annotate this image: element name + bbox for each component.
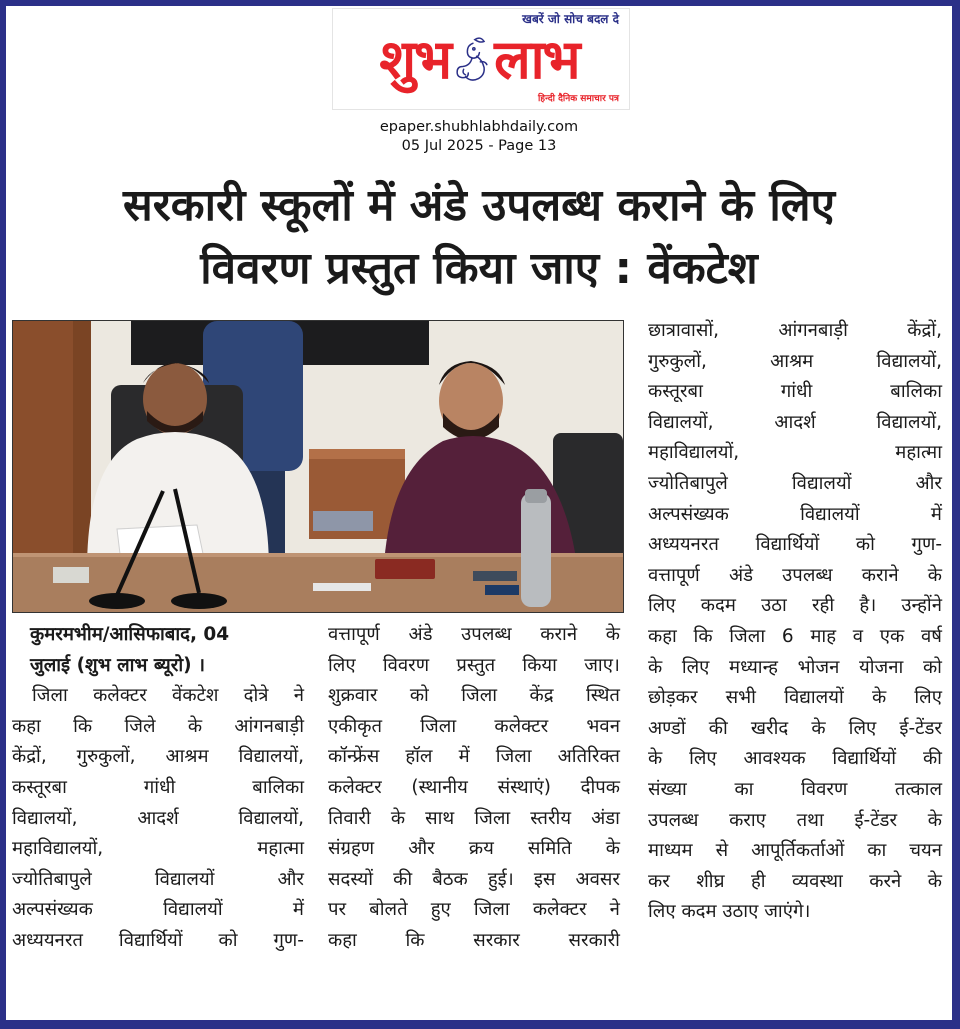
word: वेंकटेश: [172, 685, 219, 707]
word: केंद्रों,: [907, 320, 942, 341]
body-line: [648, 836, 942, 867]
body-line: [12, 834, 304, 865]
word: संख्या: [648, 778, 687, 800]
word: हुए: [430, 899, 451, 921]
word: के: [187, 715, 203, 737]
word: विद्यालयों,: [12, 807, 78, 829]
word: शीघ्र: [696, 870, 725, 892]
word: का: [867, 840, 887, 862]
body-line: [648, 347, 942, 378]
word: कलेक्टर: [532, 899, 587, 921]
body-line: [12, 926, 304, 957]
word: की: [708, 717, 728, 739]
word: कलेक्टर: [328, 776, 382, 798]
word: विद्यार्थियों: [118, 929, 183, 951]
word: विद्यालयों,: [238, 746, 304, 768]
word: स्थित: [585, 685, 620, 707]
body-line: [648, 744, 942, 775]
word: की: [393, 868, 413, 890]
article-column-middle: [328, 620, 620, 957]
word: चयन: [909, 840, 942, 862]
body-line: [12, 804, 304, 835]
word: सरकार: [473, 929, 520, 951]
body-line: [648, 438, 942, 469]
word: अल्पसंख्यक: [12, 899, 93, 921]
date-page-label: 05 Jul 2025 - Page 13: [401, 138, 557, 154]
masthead-logo: [332, 8, 630, 110]
body-line: [328, 865, 620, 896]
body-line: [648, 714, 942, 745]
word: ने: [293, 685, 304, 707]
brand-word-right: लाभ: [494, 28, 579, 91]
word: लिए: [328, 654, 356, 676]
word: वत्तापूर्ण: [328, 624, 380, 645]
word: कराने: [861, 564, 899, 586]
word: विद्यालयों: [163, 899, 223, 921]
article-photo: [12, 320, 624, 613]
photo-bottle: [521, 493, 551, 607]
word: कहा: [12, 715, 41, 737]
word: विद्यार्थियों: [755, 534, 820, 556]
word: लिए: [648, 595, 676, 617]
word: विद्यालयों: [784, 687, 844, 709]
word: कि: [693, 625, 713, 647]
word: कस्तूरबा: [648, 381, 703, 403]
word: हुई।: [487, 868, 514, 890]
word: सभी: [725, 687, 756, 709]
word: एक: [879, 625, 905, 647]
word: लिए: [848, 717, 877, 739]
word: जिला: [420, 715, 457, 737]
word: समिति: [527, 838, 572, 860]
word: अंडे: [408, 624, 433, 645]
article-dateline: [12, 620, 304, 681]
word: के: [648, 748, 663, 770]
word: ज्योतिबापुले: [12, 868, 92, 890]
word: आश्रम: [770, 350, 814, 372]
word: अध्ययनरत: [648, 534, 719, 556]
word: जिले: [124, 715, 156, 737]
word: गांधी: [780, 381, 813, 403]
word: अंडा: [591, 807, 620, 829]
word: को: [218, 929, 238, 951]
word: केंद्र: [529, 685, 554, 707]
brand-word-left: शुभ: [379, 28, 451, 91]
source-info: [6, 118, 952, 156]
word: रही: [811, 595, 835, 617]
word: के: [605, 838, 620, 860]
word: कहा: [328, 929, 357, 951]
word: भवन: [586, 715, 620, 737]
word: ई-टेंडर: [854, 809, 898, 831]
body-line: [328, 651, 620, 682]
word: के: [605, 624, 620, 645]
word: कराए: [729, 809, 766, 831]
word: वत्तापूर्ण: [648, 564, 700, 586]
body-line: [328, 681, 620, 712]
word: जिला: [729, 625, 766, 647]
body-line: [648, 561, 942, 592]
word: केंद्रों,: [12, 746, 47, 768]
word: विद्यालयों,: [876, 350, 942, 372]
word: जिला: [474, 807, 511, 829]
word: कलेक्टर: [494, 715, 549, 737]
word: साथ: [425, 807, 455, 829]
word: प्रस्तुत: [456, 654, 496, 676]
body-line: [12, 865, 304, 896]
body-line: [648, 683, 942, 714]
word: आंगनबाड़ी: [234, 715, 304, 737]
word: से: [715, 840, 729, 862]
epaper-url: epaper.shubhlabhdaily.com: [379, 119, 579, 135]
word: किया: [522, 654, 557, 676]
word: तत्काल: [894, 778, 942, 800]
word: तिवारी: [328, 807, 371, 829]
word: योजना: [859, 656, 904, 678]
article-column-right: [648, 316, 942, 928]
word: विद्यालयों,: [648, 411, 714, 433]
body-line: [648, 653, 942, 684]
word: व्यवस्था: [792, 870, 843, 892]
body-line: [648, 500, 942, 531]
word: क्रय: [468, 838, 494, 860]
word: 6: [781, 625, 794, 647]
word: जिला: [473, 899, 510, 921]
word: आपूर्तिकर्ताओं: [751, 840, 845, 862]
body-line: [328, 712, 620, 743]
word: के: [927, 564, 942, 586]
word: अंडे: [728, 564, 753, 586]
word: के: [390, 807, 406, 829]
word: ही: [750, 870, 766, 892]
body-line: [328, 895, 620, 926]
word: व: [852, 625, 864, 647]
word: संग्रहण: [328, 838, 375, 860]
word: को: [922, 656, 942, 678]
body-line: [12, 773, 304, 804]
word: अल्पसंख्यक: [648, 503, 729, 525]
body-line: [328, 742, 620, 773]
word: जिला: [32, 685, 68, 707]
body-line: [648, 377, 942, 408]
word: उन्होंने: [901, 595, 942, 617]
word: बैठक: [432, 868, 468, 890]
word: विद्यालयों: [154, 868, 215, 890]
word: आंगनबाड़ी: [778, 320, 848, 341]
body-line: [648, 530, 942, 561]
body-line: [328, 773, 620, 804]
body-line: लिए कदम उठाए जाएंगे।: [648, 901, 811, 923]
word: विद्यालयों,: [238, 807, 304, 829]
word: और: [915, 472, 942, 494]
word: ज्योतिबापुले: [648, 472, 728, 494]
word: और: [277, 868, 304, 890]
word: को: [409, 685, 429, 707]
body-line: [12, 895, 304, 926]
word: कलेक्टर: [93, 685, 147, 707]
body-line: [648, 806, 942, 837]
word: हॉल: [405, 746, 433, 768]
brand-logo: [339, 26, 619, 94]
word: लिए: [914, 687, 942, 709]
word: जिला: [461, 685, 498, 707]
word: गांधी: [143, 776, 176, 798]
article-column-left: [12, 620, 304, 957]
word: विवरण: [382, 654, 430, 676]
word: में: [930, 503, 942, 525]
word: लिए: [689, 748, 717, 770]
word: कि: [73, 715, 93, 737]
word: में: [458, 746, 470, 768]
word: कि: [405, 929, 425, 951]
word: आदर्श: [774, 411, 816, 433]
word: विद्यार्थियों: [832, 748, 897, 770]
body-line: [328, 620, 620, 651]
word: दोत्रे: [243, 685, 269, 707]
body-line: [648, 622, 942, 653]
word: गुण-: [273, 929, 304, 951]
body-line: [328, 834, 620, 865]
word: उपलब्ध: [648, 809, 699, 831]
body-line: [12, 681, 304, 712]
word: मध्यान्ह: [729, 656, 778, 678]
word: उठा: [761, 595, 787, 617]
word: भोजन: [797, 656, 840, 678]
word: है।: [859, 595, 877, 617]
word: बालिका: [890, 381, 942, 403]
word: करने: [869, 870, 902, 892]
body-line: [328, 804, 620, 835]
word: के: [927, 809, 942, 831]
word: पर: [328, 899, 347, 921]
dateline-line: जुलाई (शुभ लाभ ब्यूरो) ।: [30, 654, 206, 676]
body-line: [648, 591, 942, 622]
photo-mic-base: [89, 593, 145, 609]
word: बोलते: [369, 899, 408, 921]
word: कस्तूरबा: [12, 776, 67, 798]
word: में: [292, 899, 304, 921]
word: महाविद्यालयों,: [648, 442, 740, 464]
body-line: [648, 316, 942, 347]
word: एकीकृत: [328, 715, 382, 737]
word: कराने: [540, 624, 578, 645]
word: के: [811, 717, 826, 739]
word: ई-टेंडर: [899, 717, 942, 739]
word: माध्यम: [648, 840, 693, 862]
photo-book: [375, 559, 435, 579]
word: के: [927, 870, 942, 892]
dateline-line: कुमरमभीम/आसिफाबाद, 04: [30, 624, 230, 645]
word: जाए।: [584, 654, 620, 676]
word: छोड़कर: [648, 687, 698, 709]
word: विद्यालयों,: [876, 411, 942, 433]
headline-line-2: विवरण प्रस्तुत किया जाए : वेंकटेश: [200, 243, 758, 294]
word: सदस्यों: [328, 868, 374, 890]
word: आश्रम: [165, 746, 209, 768]
word: गुरुकुलों,: [76, 746, 136, 768]
headline-line-1: सरकारी स्कूलों में अंडे उपलब्ध कराने के लिए: [123, 180, 835, 231]
newspaper-page: [6, 6, 952, 1020]
word: विद्यालयों: [800, 503, 860, 525]
word: कदम: [700, 595, 736, 617]
article-headline: [6, 174, 952, 300]
word: माह: [810, 625, 837, 647]
body-line: [648, 469, 942, 500]
body-line: [648, 408, 942, 439]
word: बालिका: [252, 776, 304, 798]
word: महाविद्यालयों,: [12, 838, 104, 860]
word: कर: [648, 870, 670, 892]
word: महात्मा: [895, 442, 942, 464]
body-line: [648, 775, 942, 806]
word: अण्डों: [648, 717, 686, 739]
masthead-tagline: खबरें जो सोच बदल दे: [522, 12, 619, 26]
word: उपलब्ध: [782, 564, 833, 586]
word: अध्ययनरत: [12, 929, 83, 951]
masthead-subtitle: हिन्दी दैनिक समाचार पत्र: [537, 94, 619, 104]
word: शुक्रवार: [328, 685, 378, 707]
word: की: [922, 748, 942, 770]
word: के: [871, 687, 887, 709]
word: को: [855, 534, 875, 556]
body-line: [648, 867, 942, 898]
word: आदर्श: [137, 807, 179, 829]
body-line: [328, 926, 620, 957]
word: वर्ष: [920, 625, 942, 647]
word: के: [648, 656, 663, 678]
word: आवश्यक: [743, 748, 806, 770]
word: तथा: [796, 809, 824, 831]
word: संस्थाएं): [497, 776, 551, 798]
word: महात्मा: [257, 838, 304, 860]
word: स्तरीय: [530, 807, 572, 829]
word: लिए: [681, 656, 710, 678]
word: छात्रावासों,: [648, 320, 720, 341]
word: कहा: [648, 625, 677, 647]
word: गुण-: [911, 534, 942, 556]
meeting-photo-illustration: [13, 321, 623, 612]
body-line: [12, 712, 304, 743]
word: जिला: [495, 746, 532, 768]
word: का: [734, 778, 754, 800]
ganesha-icon: [452, 34, 492, 86]
word: उपलब्ध: [461, 624, 512, 645]
word: दीपक: [580, 776, 620, 798]
body-line: [12, 742, 304, 773]
word: गुरुकुलों,: [648, 350, 707, 372]
word: खरीद: [750, 717, 789, 739]
word: विवरण: [801, 778, 848, 800]
word: विद्यालयों: [791, 472, 852, 494]
word: इस: [533, 868, 556, 890]
word: और: [408, 838, 435, 860]
word: सरकारी: [568, 929, 620, 951]
word: कॉन्फ्रेंस: [328, 746, 380, 768]
word: (स्थानीय: [411, 776, 468, 798]
word: अवसर: [575, 868, 620, 890]
word: ने: [609, 899, 620, 921]
word: अतिरिक्त: [557, 746, 620, 768]
